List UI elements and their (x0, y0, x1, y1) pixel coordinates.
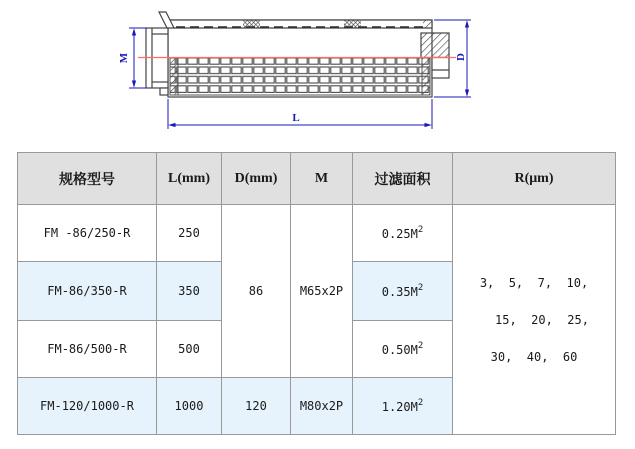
area-exponent: 2 (417, 225, 424, 235)
mesh-left-hatch (170, 58, 178, 95)
header-filter-area: 过滤面积 (353, 153, 453, 205)
cell-model: FM-120/1000-R (18, 378, 157, 435)
spec-table (17, 152, 616, 435)
right-end-fitting (432, 58, 449, 79)
table-row (18, 205, 616, 262)
cell-d-merged: 86 (222, 205, 291, 378)
header-m: M (291, 153, 353, 205)
area-value: 1.20M (381, 400, 418, 414)
cell-d: 120 (222, 378, 291, 435)
area-exponent: 2 (417, 341, 424, 351)
spec-table-container (17, 152, 616, 435)
cell-model: FM-86/500-R (18, 321, 157, 378)
header-r-um: R(μm) (453, 153, 616, 205)
r-values-line: 30, 40, 60 (490, 349, 578, 364)
dim-l (168, 99, 432, 129)
dim-label-m: M (118, 52, 130, 64)
area-value: 0.50M (381, 343, 418, 357)
cell-model: FM-86/350-R (18, 262, 157, 321)
filter-technical-drawing (0, 0, 635, 150)
left-cap-foot (160, 88, 168, 95)
cell-l: 350 (157, 262, 222, 321)
r-values-line: 15, 20, 25, (495, 312, 589, 327)
right-end-fitting-hatched (421, 33, 449, 58)
weld-patch-right (344, 21, 361, 28)
r-values-line: 3, 5, 7, 10, (479, 275, 589, 290)
dim-label-d: D (455, 53, 467, 61)
weld-patch-left (243, 21, 260, 28)
corner-hatch (423, 21, 432, 28)
cell-l: 1000 (157, 378, 222, 435)
cell-filter-area (353, 378, 453, 435)
cell-l: 500 (157, 321, 222, 378)
drawing-svg (0, 0, 635, 150)
mesh-area (170, 58, 430, 95)
cell-model: FM -86/250-R (18, 205, 157, 262)
area-exponent: 2 (417, 283, 424, 293)
header-row (18, 153, 616, 205)
area-value: 0.35M (381, 285, 418, 299)
cell-filter-area (353, 321, 453, 378)
area-exponent: 2 (417, 398, 424, 408)
header-d-mm: D(mm) (222, 153, 291, 205)
cell-m-merged: M65x2P (291, 205, 353, 378)
dim-label-l: L (292, 112, 300, 124)
header-model: 规格型号 (18, 153, 157, 205)
mesh-right-hatch (422, 58, 430, 95)
cell-filter-area (353, 205, 453, 262)
cell-l: 250 (157, 205, 222, 262)
cell-filter-area (353, 262, 453, 321)
header-l-mm: L(mm) (157, 153, 222, 205)
r-values-list (453, 276, 615, 364)
cell-r-values (453, 205, 616, 435)
area-value: 0.25M (381, 227, 418, 241)
cell-m: M80x2P (291, 378, 353, 435)
